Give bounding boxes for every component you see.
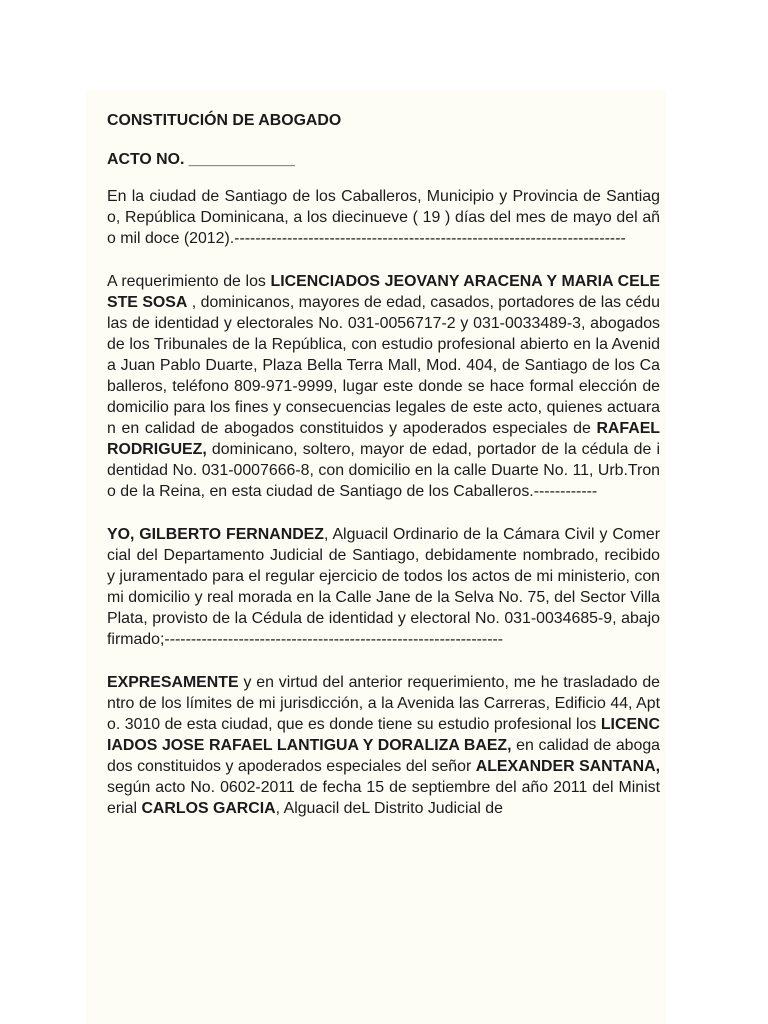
- document-page: [86, 90, 666, 1024]
- paragraph-fecha: [107, 186, 660, 249]
- alguacil-name: YO, GILBERTO FERNANDEZ: [107, 526, 324, 543]
- expresamente-text-4: , Alguacil deL Distrito Judicial de: [275, 800, 503, 817]
- requerimiento-text-1: A requerimiento de los: [107, 273, 271, 290]
- alguacil-text: , Alguacil Ordinario de la Cámara Civil y Comercial del Departamento Judicial de Santiago, debidamente nombrado, recibido y juramentado para el regular ejercicio de todos los actos de mi ministerio, con mi domicilio y real morada en la Calle Jane de la Selva No. 75, del Sector Villa Plata, provisto de la Cédula de identidad y electoral No. 031-0034685-9, abajo firmado;----------------------------------------------------------------: [107, 526, 660, 648]
- expresamente-text-2: en calidad de abogados constituidos y apoderados especiales del señor: [107, 737, 661, 775]
- paragraph-expresamente: [107, 672, 660, 819]
- requerimiento-text-2: , dominicanos, mayores de edad, casados, portadores de las cédulas de identidad y electorales No. 031-0056717-2 y 031-0033489-3, abogados de los Tribunales de la República, con estudio profesional abierto en la Avenida Juan Pablo Duarte, Plaza Bella Terra Mall, Mod. 404, de Santiago de los Caballeros, teléfono 809-971-9999, lugar este donde se hace formal elección de domicilio para los fines y consecuencias legales de este acto, quienes actuaran en calidad de abogados constituidos y apoderados especiales de: [107, 294, 660, 437]
- document-content: [107, 110, 660, 819]
- expresamente-text-1: y en virtud del anterior requerimiento, me he trasladado dentro de los límites de mi jurisdicción, a la Avenida las Carreras, Edificio 44, Apto. 3010 de esta ciudad, que es donde tiene su estudio profesional los: [107, 674, 660, 733]
- expresamente-text-3: según acto No. 0602-2011 de fecha 15 de septiembre del año 2011 del Ministerial: [107, 779, 660, 817]
- expresamente-label: EXPRESAMENTE: [107, 674, 239, 691]
- paragraph-alguacil: [107, 524, 660, 650]
- acto-number: ACTO NO. ____________: [107, 151, 295, 168]
- expresamente-senor-name: ALEXANDER SANTANA,: [475, 758, 660, 775]
- paragraph-requerimiento: [107, 271, 660, 502]
- document-title: CONSTITUCIÓN DE ABOGADO: [107, 112, 342, 129]
- expresamente-abogados-name: LICENCIADOS JOSE RAFAEL LANTIGUA Y DORALIZA BAEZ,: [107, 716, 660, 754]
- paragraph-fecha-text: En la ciudad de Santiago de los Caballeros, Municipio y Provincia de Santiago, República Dominicana, a los diecinueve ( 19 ) días del mes de mayo del año mil doce (2012).--------------------------------------------------------------------------: [107, 188, 660, 247]
- requerimiento-abogados-name: LICENCIADOS JEOVANY ARACENA Y MARIA CELESTE SOSA: [107, 273, 660, 311]
- requerimiento-cliente-name: RAFAEL RODRIGUEZ,: [107, 420, 660, 458]
- expresamente-ministerial-name: CARLOS GARCIA: [141, 800, 276, 817]
- requerimiento-text-3: dominicano, soltero, mayor de edad, portador de la cédula de identidad No. 031-0007666-8, con domicilio en la calle Duarte No. 11, Urb.Trono de la Reina, en esta ciudad de Santiago de los Caballeros.------------: [107, 441, 660, 500]
